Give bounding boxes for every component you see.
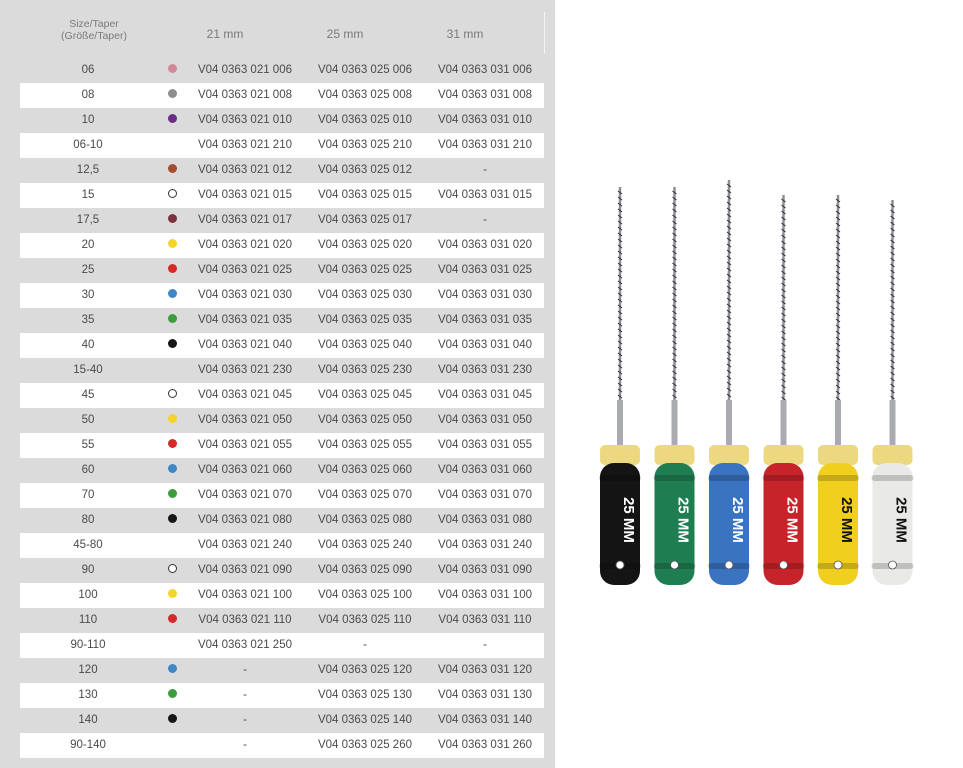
article-25mm-cell: V04 0363 025 040: [317, 339, 412, 351]
color-dot-icon: [168, 64, 177, 73]
handle-size-label: 25 MM: [620, 497, 637, 543]
article-31mm-cell: V04 0363 031 020: [437, 239, 532, 251]
article-31mm-cell: V04 0363 031 130: [437, 689, 532, 701]
handle-groove: [872, 475, 914, 481]
article-21mm-cell: V04 0363 021 012: [197, 164, 292, 176]
table-row: [20, 633, 544, 658]
article-25mm-cell: V04 0363 025 090: [317, 564, 412, 576]
color-dot-icon: [168, 664, 177, 673]
color-code-cell: [162, 358, 182, 383]
size-cell: 90-110: [70, 639, 106, 651]
handle-size-label: 25 MM: [838, 497, 855, 543]
table-row: [20, 733, 544, 758]
header-divider: [544, 12, 545, 54]
table-row: [20, 183, 544, 208]
article-21mm-cell: -: [243, 664, 247, 676]
file-1: [599, 187, 641, 585]
color-dot-icon: [168, 189, 177, 198]
size-cell: 10: [81, 114, 95, 126]
handle-size-label: 25 MM: [783, 497, 801, 543]
size-taper-header-line: Size/Taper: [69, 18, 119, 30]
size-cell: 06-10: [73, 139, 103, 151]
article-31mm-cell: V04 0363 031 050: [437, 414, 532, 426]
size-taper-header-line: (Größe/Taper): [61, 30, 127, 42]
table-row: [20, 108, 544, 133]
article-31mm-cell: V04 0363 031 100: [437, 589, 532, 601]
size-cell: 06: [81, 64, 95, 76]
color-dot-icon: [168, 264, 177, 273]
table-body: [20, 58, 544, 758]
table-row: [20, 83, 544, 108]
article-25mm-cell: V04 0363 025 060: [317, 464, 412, 476]
article-21mm-cell: V04 0363 021 040: [197, 339, 292, 351]
table-row: [20, 483, 544, 508]
header-21mm: 21 mm: [206, 27, 244, 41]
handle-hole: [834, 561, 842, 569]
table-row: [20, 358, 544, 383]
article-21mm-cell: V04 0363 021 020: [197, 239, 292, 251]
color-dot-icon: [168, 439, 177, 448]
handle-groove: [599, 475, 641, 481]
file-shank: [617, 400, 623, 450]
article-25mm-cell: V04 0363 025 080: [317, 514, 412, 526]
color-dot-icon: [168, 589, 177, 598]
article-31mm-cell: V04 0363 031 015: [437, 189, 532, 201]
handle-hole: [780, 561, 788, 569]
color-code-cell: [162, 333, 182, 358]
article-21mm-cell: V04 0363 021 060: [197, 464, 292, 476]
color-dot-icon: [168, 314, 177, 323]
color-code-cell: [162, 633, 182, 658]
color-code-cell: [162, 708, 182, 733]
color-dot-icon: [168, 714, 177, 723]
article-25mm-cell: -: [363, 639, 367, 651]
color-code-cell: [162, 308, 182, 333]
color-code-cell: [162, 258, 182, 283]
color-code-cell: [162, 183, 182, 208]
size-cell: 130: [78, 689, 98, 701]
size-cell: 17,5: [76, 214, 100, 226]
article-21mm-cell: -: [243, 739, 247, 751]
color-dot-icon: [168, 389, 177, 398]
file-5: [817, 195, 859, 585]
article-31mm-cell: V04 0363 031 006: [437, 64, 532, 76]
file-shank: [890, 400, 896, 450]
table-row: [20, 333, 544, 358]
article-31mm-cell: V04 0363 031 140: [437, 714, 532, 726]
article-21mm-cell: V04 0363 021 110: [198, 614, 292, 626]
color-dot-icon: [168, 214, 177, 223]
size-cell: 120: [78, 664, 98, 676]
article-31mm-cell: V04 0363 031 030: [437, 289, 532, 301]
file-shank: [781, 400, 787, 450]
article-25mm-cell: V04 0363 025 012: [317, 164, 412, 176]
file-shank: [726, 400, 732, 450]
table-row: [20, 458, 544, 483]
size-cell: 50: [81, 414, 95, 426]
article-31mm-cell: V04 0363 031 008: [437, 89, 532, 101]
article-25mm-cell: V04 0363 025 025: [317, 264, 412, 276]
file-shank: [835, 400, 841, 450]
size-cell: 90-140: [70, 739, 106, 751]
color-dot-icon: [168, 339, 177, 348]
article-31mm-cell: -: [483, 164, 487, 176]
size-cell: 12,5: [76, 164, 100, 176]
article-21mm-cell: V04 0363 021 250: [197, 639, 292, 651]
article-31mm-cell: -: [483, 639, 487, 651]
color-code-cell: [162, 133, 182, 158]
table-row: [20, 658, 544, 683]
handle-groove: [763, 475, 805, 481]
table-row: [20, 283, 544, 308]
color-code-cell: [162, 58, 182, 83]
article-25mm-cell: V04 0363 025 070: [317, 489, 412, 501]
file-6: [872, 200, 914, 585]
article-21mm-cell: V04 0363 021 045: [197, 389, 292, 401]
article-21mm-cell: -: [243, 714, 247, 726]
article-25mm-cell: V04 0363 025 006: [317, 64, 412, 76]
size-cell: 15: [81, 189, 95, 201]
color-code-cell: [162, 383, 182, 408]
handle-hole: [671, 561, 679, 569]
size-cell: 35: [81, 314, 95, 326]
handle-size-label: 25 MM: [729, 497, 746, 543]
article-21mm-cell: V04 0363 021 100: [197, 589, 292, 601]
color-dot-icon: [168, 614, 177, 623]
size-cell: 90: [81, 564, 95, 576]
header-31mm: 31 mm: [446, 27, 484, 41]
file-stopper: [655, 445, 695, 465]
table-row: [20, 558, 544, 583]
table-row: [20, 233, 544, 258]
table-row: [20, 508, 544, 533]
table-row: [20, 583, 544, 608]
size-cell: 08: [81, 89, 95, 101]
color-code-cell: [162, 108, 182, 133]
size-cell: 20: [81, 239, 95, 251]
article-31mm-cell: V04 0363 031 240: [437, 539, 532, 551]
color-code-cell: [162, 558, 182, 583]
size-cell: 30: [81, 289, 95, 301]
handle-hole: [616, 561, 624, 569]
endodontic-files-illustration: [590, 175, 930, 595]
article-25mm-cell: V04 0363 025 210: [317, 139, 412, 151]
article-25mm-cell: V04 0363 025 100: [317, 589, 412, 601]
size-cell: 45-80: [73, 539, 103, 551]
article-31mm-cell: V04 0363 031 040: [437, 339, 532, 351]
color-dot-icon: [168, 414, 177, 423]
article-21mm-cell: V04 0363 021 080: [197, 514, 292, 526]
article-21mm-cell: V04 0363 021 030: [197, 289, 292, 301]
article-25mm-cell: V04 0363 025 120: [317, 664, 412, 676]
file-stopper: [600, 445, 640, 465]
article-21mm-cell: -: [243, 689, 247, 701]
color-dot-icon: [168, 289, 177, 298]
article-25mm-cell: V04 0363 025 008: [317, 89, 412, 101]
size-cell: 140: [78, 714, 98, 726]
article-31mm-cell: V04 0363 031 210: [437, 139, 532, 151]
color-code-cell: [162, 208, 182, 233]
handle-hole: [889, 561, 897, 569]
article-21mm-cell: V04 0363 021 090: [197, 564, 292, 576]
color-dot-icon: [168, 114, 177, 123]
color-dot-icon: [168, 514, 177, 523]
color-code-cell: [162, 533, 182, 558]
article-31mm-cell: V04 0363 031 055: [437, 439, 532, 451]
color-dot-icon: [168, 689, 177, 698]
color-dot-icon: [168, 239, 177, 248]
file-stopper: [764, 445, 804, 465]
table-row: [20, 533, 544, 558]
article-21mm-cell: V04 0363 021 017: [197, 214, 292, 226]
article-31mm-cell: V04 0363 031 080: [437, 514, 532, 526]
color-code-cell: [162, 233, 182, 258]
article-25mm-cell: V04 0363 025 130: [317, 689, 412, 701]
color-dot-icon: [168, 89, 177, 98]
article-31mm-cell: V04 0363 031 045: [437, 389, 532, 401]
table-row: [20, 258, 544, 283]
article-21mm-cell: V04 0363 021 015: [197, 189, 292, 201]
size-cell: 70: [81, 489, 95, 501]
table-row: [20, 708, 544, 733]
article-25mm-cell: V04 0363 025 110: [318, 614, 412, 626]
article-25mm-cell: V04 0363 025 045: [317, 389, 412, 401]
color-dot-icon: [168, 164, 177, 173]
handle-size-label: 25 MM: [892, 497, 910, 543]
table-row: [20, 58, 544, 83]
color-code-cell: [162, 608, 182, 633]
handle-hole: [725, 561, 733, 569]
color-code-cell: [162, 458, 182, 483]
table-row: [20, 608, 544, 633]
size-cell: 80: [81, 514, 95, 526]
color-code-cell: [162, 283, 182, 308]
color-code-cell: [162, 583, 182, 608]
size-cell: 100: [78, 589, 98, 601]
table-row: [20, 683, 544, 708]
article-21mm-cell: V04 0363 021 050: [197, 414, 292, 426]
handle-groove: [817, 475, 859, 481]
color-dot-icon: [168, 464, 177, 473]
color-code-cell: [162, 83, 182, 108]
handle-groove: [708, 475, 750, 481]
color-code-cell: [162, 433, 182, 458]
article-31mm-cell: V04 0363 031 070: [437, 489, 532, 501]
color-dot-icon: [168, 489, 177, 498]
file-2: [654, 187, 696, 585]
handle-groove: [654, 475, 696, 481]
color-code-cell: [162, 408, 182, 433]
color-code-cell: [162, 658, 182, 683]
file-shank: [672, 400, 678, 450]
table-row: [20, 408, 544, 433]
article-31mm-cell: V04 0363 031 120: [437, 664, 532, 676]
article-25mm-cell: V04 0363 025 017: [317, 214, 412, 226]
article-21mm-cell: V04 0363 021 010: [197, 114, 292, 126]
file-stopper: [873, 445, 913, 465]
color-code-cell: [162, 683, 182, 708]
article-31mm-cell: V04 0363 031 090: [437, 564, 532, 576]
table-row: [20, 383, 544, 408]
table-header: [20, 0, 544, 58]
article-25mm-cell: V04 0363 025 140: [317, 714, 412, 726]
article-31mm-cell: V04 0363 031 110: [438, 614, 532, 626]
handle-size-label: 25 MM: [674, 497, 692, 543]
file-3: [708, 180, 750, 585]
color-code-cell: [162, 483, 182, 508]
size-cell: 55: [81, 439, 95, 451]
article-25mm-cell: V04 0363 025 050: [317, 414, 412, 426]
table-row: [20, 433, 544, 458]
article-25mm-cell: V04 0363 025 055: [317, 439, 412, 451]
article-31mm-cell: V04 0363 031 260: [437, 739, 532, 751]
article-25mm-cell: V04 0363 025 230: [317, 364, 412, 376]
size-cell: 15-40: [73, 364, 103, 376]
article-25mm-cell: V04 0363 025 240: [317, 539, 412, 551]
article-31mm-cell: V04 0363 031 230: [437, 364, 532, 376]
article-25mm-cell: V04 0363 025 260: [317, 739, 412, 751]
table-row: [20, 158, 544, 183]
file-stopper: [709, 445, 749, 465]
article-31mm-cell: -: [483, 214, 487, 226]
article-31mm-cell: V04 0363 031 025: [437, 264, 532, 276]
file-4: [763, 195, 805, 585]
article-21mm-cell: V04 0363 021 230: [197, 364, 292, 376]
color-code-cell: [162, 733, 182, 758]
table-row: [20, 308, 544, 333]
article-25mm-cell: V04 0363 025 010: [317, 114, 412, 126]
article-21mm-cell: V04 0363 021 055: [197, 439, 292, 451]
article-31mm-cell: V04 0363 031 010: [437, 114, 532, 126]
article-25mm-cell: V04 0363 025 035: [317, 314, 412, 326]
article-25mm-cell: V04 0363 025 015: [317, 189, 412, 201]
article-21mm-cell: V04 0363 021 210: [197, 139, 292, 151]
color-code-cell: [162, 508, 182, 533]
header-25mm: 25 mm: [326, 27, 364, 41]
article-25mm-cell: V04 0363 025 030: [317, 289, 412, 301]
article-21mm-cell: V04 0363 021 025: [197, 264, 292, 276]
file-stopper: [818, 445, 858, 465]
article-21mm-cell: V04 0363 021 035: [197, 314, 292, 326]
article-21mm-cell: V04 0363 021 006: [197, 64, 292, 76]
table-row: [20, 133, 544, 158]
size-cell: 25: [81, 264, 95, 276]
article-21mm-cell: V04 0363 021 008: [197, 89, 292, 101]
size-cell: 40: [81, 339, 95, 351]
size-cell: 110: [78, 614, 98, 626]
size-cell: 60: [81, 464, 95, 476]
table-row: [20, 208, 544, 233]
color-code-cell: [162, 158, 182, 183]
article-25mm-cell: V04 0363 025 020: [317, 239, 412, 251]
article-31mm-cell: V04 0363 031 060: [437, 464, 532, 476]
article-21mm-cell: V04 0363 021 240: [197, 539, 292, 551]
article-31mm-cell: V04 0363 031 035: [437, 314, 532, 326]
size-taper-header: [48, 18, 140, 42]
color-dot-icon: [168, 564, 177, 573]
size-cell: 45: [81, 389, 95, 401]
article-21mm-cell: V04 0363 021 070: [197, 489, 292, 501]
